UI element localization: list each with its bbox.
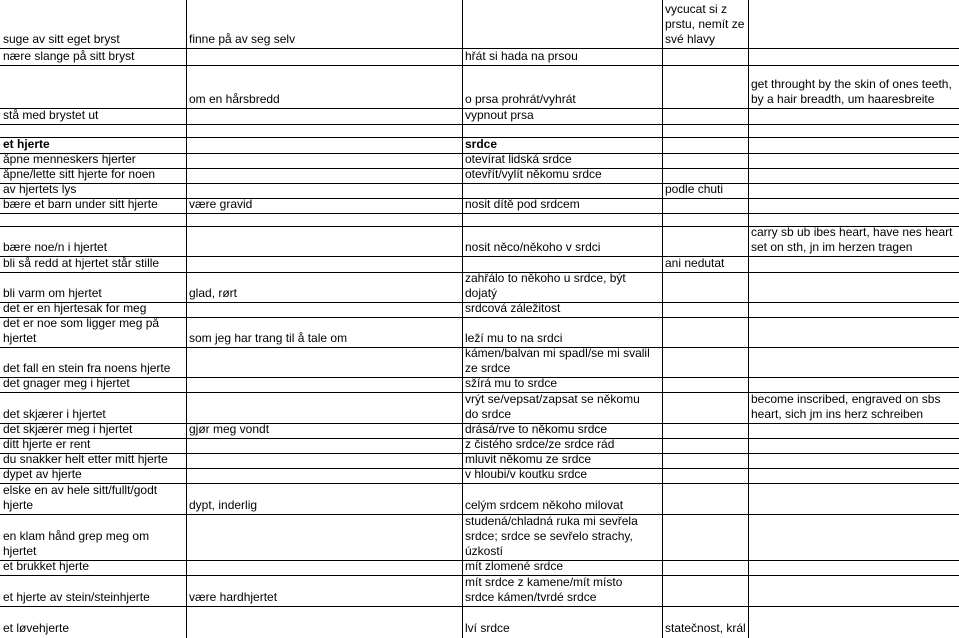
table-cell: det fall en stein fra noens hjerte [3,361,171,375]
table-cell: mít srdce z kamene/mít místo srdce kámen/tvrdé srdce [465,575,623,604]
table-cell: dypt, inderlig [189,498,258,512]
table-cell: zahřálo to někoho u srdce, být dojatý [465,271,626,300]
table-cell: suge av sitt eget bryst [3,32,120,46]
table-cell: vycucat si z prstu, nemít ze své hlavy [665,2,745,46]
table-cell: det skjærer i hjertet [3,407,106,421]
table-cell: et brukket hjerte [3,559,90,573]
row-divider [0,606,959,607]
column-divider [748,0,749,638]
table-cell: det er en hjertesak for meg [3,301,147,315]
table-cell: gjør meg vondt [189,422,270,436]
table-cell: sžírá mu to srdce [465,376,558,390]
table-cell: lví srdce [465,621,510,635]
table-cell: otevřít/vylít někomu srdce [465,167,602,181]
table-cell: celým srdcem někoho milovat [465,498,624,512]
table-cell: være gravid [189,197,253,211]
table-cell: som jeg har trang til å tale om [189,331,348,345]
table-cell: åpne/lette sitt hjerte for noen [3,167,156,181]
table-cell: get throught by the skin of ones teeth, by a hair breadth, um haaresbreite [751,77,952,106]
table-cell: være hardhjertet [189,590,278,604]
table-cell: stå med brystet ut [3,108,99,122]
table-cell: elske en av hele sitt/fullt/godt hjerte [3,483,158,512]
column-divider [462,0,463,638]
row-divider [0,183,959,184]
table-cell: vypnout prsa [465,108,534,122]
table-cell: glad, rørt [189,286,238,300]
column-divider [186,0,187,638]
row-divider [0,124,959,125]
table-cell: carry sb ub ibes heart, have nes heart set on sth, jn im herzen tragen [751,225,953,254]
table-cell: et hjerte [3,137,50,151]
table-cell: o prsa prohrát/vyhrát [465,92,576,106]
table-cell: et løvehjerte [3,621,70,635]
table-cell: det er noe som ligger meg på hjertet [3,316,160,345]
table-cell: srdce [465,137,498,151]
table-cell: become inscribed, engraved on sbs heart, sich jm ins herz schreiben [751,392,941,421]
table-cell: bli så redd at hjertet står stille [3,256,160,270]
table-cell: leží mu to na srdci [465,331,563,345]
table-cell: av hjertets lys [3,182,77,196]
table-cell: en klam hånd grep meg om hjertet [3,529,150,558]
table-cell: vrýt se/vepsat/zapsat se někomu do srdce [465,392,640,421]
table-cell: dypet av hjerte [3,467,82,481]
table-cell: nosit něco/někoho v srdci [465,240,601,254]
table-cell: srdcová záležitost [465,301,561,315]
table-cell: mít zlomené srdce [465,559,564,573]
table-cell: det gnager meg i hjertet [3,376,130,390]
table-cell: podle chuti [665,182,724,196]
table-cell: z čistého srdce/ze srdce rád [465,437,615,451]
table-cell: bære et barn under sitt hjerte [3,197,158,211]
table-cell: om en hårsbredd [189,92,280,106]
table-cell: v hloubi/v koutku srdce [465,467,588,481]
table-cell: otevírat lidská srdce [465,152,572,166]
table-cell: ani nedutat [665,256,725,270]
table-cell: bli varm om hjertet [3,286,102,300]
table-cell: nære slange på sitt bryst [3,49,135,63]
row-divider [0,213,959,214]
table-cell: et hjerte av stein/steinhjerte [3,590,150,604]
column-divider [662,0,663,638]
table-cell: drásá/rve to někomu srdce [465,422,608,436]
table-cell: åpne menneskers hjerter [3,152,136,166]
table-cell: ditt hjerte er rent [3,437,91,451]
table-cell: det skjærer meg i hjertet [3,422,133,436]
table-cell: mluvit někomu ze srdce [465,452,592,466]
table-cell: du snakker helt etter mitt hjerte [3,452,168,466]
table-cell: bære noe/n i hjertet [3,240,108,254]
table-cell: nosit dítě pod srdcem [465,197,580,211]
table-cell: statečnost, král [665,621,746,635]
table-cell: hřát si hada na prsou [465,49,578,63]
table-cell: studená/chladná ruka mi sevřela srdce; srdce se sevřelo strachy, úzkostí [465,514,638,558]
table-cell: kámen/balvan mi spadl/se mi svalil ze srdce [465,346,650,375]
table-cell: finne på av seg selv [189,32,296,46]
row-divider [0,65,959,66]
